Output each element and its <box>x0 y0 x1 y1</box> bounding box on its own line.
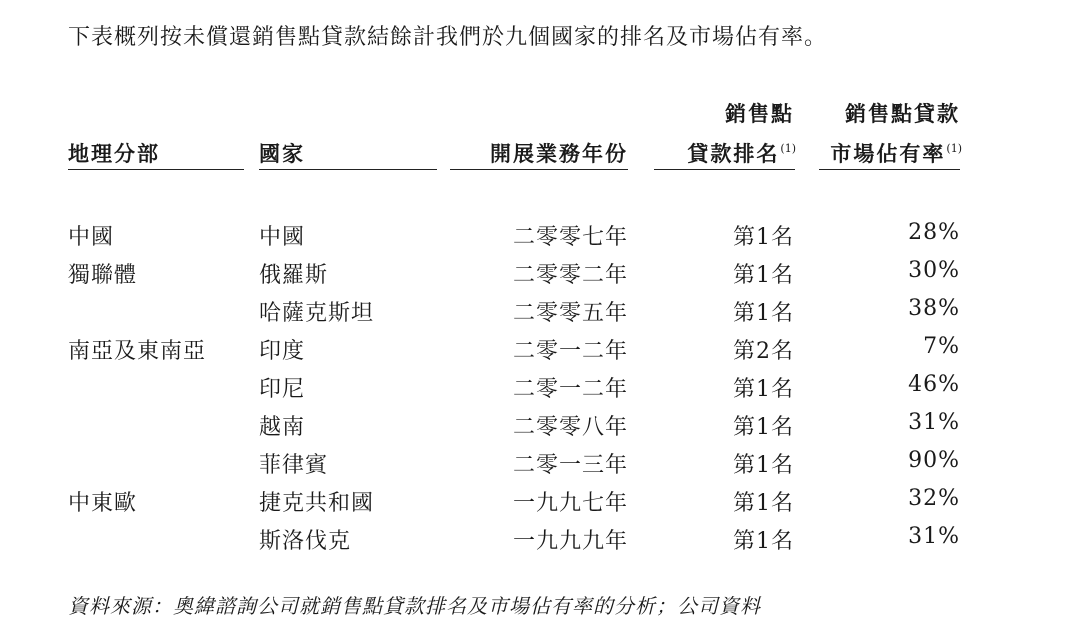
cell-rank: 第1名 <box>733 263 794 288</box>
cell-rank: 第1名 <box>733 491 794 516</box>
cell-rank: 第1名 <box>733 415 794 440</box>
cell-year: 二零一二年 <box>512 377 628 402</box>
header-region: 地理分部 <box>68 142 160 166</box>
cell-rank: 第1名 <box>733 301 794 326</box>
cell-year: 二零零七年 <box>512 225 628 250</box>
header-rank-label: 貸款排名 <box>687 142 780 166</box>
header-rule-year <box>450 169 628 170</box>
cell-rank: 第2名 <box>733 339 794 364</box>
header-rank-line2 <box>687 138 796 168</box>
cell-share: 32% <box>908 486 960 511</box>
header-rank-footnote-marker: (1) <box>780 142 796 155</box>
cell-rank: 第1名 <box>733 377 794 402</box>
cell-region: 中東歐 <box>68 491 138 516</box>
header-year: 開展業務年份 <box>490 142 628 166</box>
cell-country: 斯洛伐克 <box>259 529 352 554</box>
header-rule-share <box>819 169 960 170</box>
cell-share: 46% <box>908 372 960 397</box>
cell-year: 二零一三年 <box>512 453 628 478</box>
cell-country: 捷克共和國 <box>259 491 375 516</box>
cell-country: 印尼 <box>259 377 306 402</box>
header-rule-rank <box>654 169 795 170</box>
header-rule-region <box>68 169 244 170</box>
cell-rank: 第1名 <box>733 225 794 250</box>
cell-share: 28% <box>908 220 960 245</box>
cell-share: 30% <box>908 258 960 283</box>
table-row <box>0 334 1080 372</box>
header-share-label: 市場佔有率 <box>830 142 946 166</box>
cell-year: 二零零二年 <box>512 263 628 288</box>
table-row <box>0 448 1080 486</box>
header-rank-line1: 銷售點 <box>725 102 794 126</box>
cell-rank: 第1名 <box>733 453 794 478</box>
cell-share: 7% <box>923 334 960 359</box>
table-row <box>0 296 1080 334</box>
cell-country: 越南 <box>259 415 306 440</box>
cell-rank: 第1名 <box>733 529 794 554</box>
header-share-line2 <box>830 138 962 168</box>
cell-share: 90% <box>908 448 960 473</box>
cell-share: 31% <box>908 524 960 549</box>
table-row <box>0 524 1080 562</box>
intro-paragraph: 下表概列按未償還銷售點貸款結餘計我們於九個國家的排名及市場佔有率。 <box>68 25 828 50</box>
cell-year: 一九九九年 <box>512 529 628 554</box>
table-row <box>0 410 1080 448</box>
cell-country: 哈薩克斯坦 <box>259 301 375 326</box>
cell-year: 一九九七年 <box>512 491 628 516</box>
cell-region: 中國 <box>68 225 115 250</box>
cell-country: 中國 <box>259 225 306 250</box>
header-country: 國家 <box>259 142 305 166</box>
cell-year: 二零一二年 <box>512 339 628 364</box>
cell-country: 俄羅斯 <box>259 263 329 288</box>
cell-region: 獨聯體 <box>68 263 138 288</box>
cell-year: 二零零八年 <box>512 415 628 440</box>
table-row <box>0 220 1080 258</box>
source-footnote: 資料來源：奧緯諮詢公司就銷售點貸款排名及市場佔有率的分析；公司資料 <box>68 594 761 618</box>
header-rule-country <box>259 169 437 170</box>
table-row <box>0 486 1080 524</box>
cell-region: 南亞及東南亞 <box>68 339 207 364</box>
table-row <box>0 372 1080 410</box>
header-share-footnote-marker: (1) <box>946 142 962 155</box>
cell-country: 菲律賓 <box>259 453 329 478</box>
cell-country: 印度 <box>259 339 306 364</box>
header-share-line1: 銷售點貸款 <box>845 102 960 126</box>
cell-year: 二零零五年 <box>512 301 628 326</box>
cell-share: 38% <box>908 296 960 321</box>
table-row <box>0 258 1080 296</box>
cell-share: 31% <box>908 410 960 435</box>
